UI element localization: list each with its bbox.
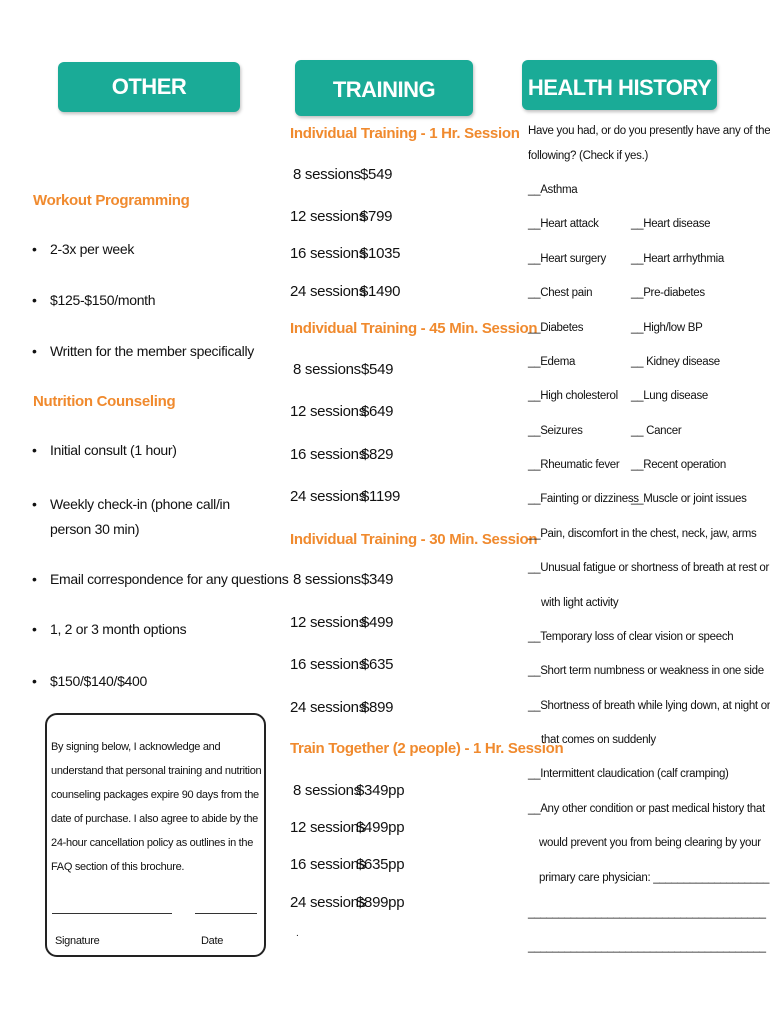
condition-checkbox[interactable]: __Heart attack [528,218,599,230]
blank-line-2[interactable]: _______________________________________ [528,941,766,953]
condition-checkbox[interactable]: __Diabetes [528,322,584,334]
condition-line: with light activity [541,597,619,609]
rate-section-title: Train Together (2 people) - 1 Hr. Session [290,740,564,757]
rate-section-title: Individual Training - 30 Min. Session [290,531,538,548]
list-item: • Initial consult (1 hour) [32,442,177,458]
session-price: $799 [360,208,393,225]
session-price: $1035 [360,245,401,262]
rate-section-title: Individual Training - 45 Min. Session [290,320,538,337]
condition-line[interactable]: __Temporary loss of clear vision or speech [528,631,734,643]
list-item: • $150/$140/$400 [32,673,148,689]
session-price: $549 [360,166,393,183]
condition-line[interactable]: __Pain, discomfort in the chest, neck, jaw, arms [528,528,757,540]
sessions-count: 24 sessions [290,894,366,911]
health-intro-2: following? (Check if yes.) [528,150,649,162]
signature-line[interactable] [52,913,172,914]
list-item: • Email correspondence for any questions [32,571,289,587]
sessions-count: 12 sessions [290,614,366,631]
condition-checkbox[interactable]: __Seizures [528,425,583,437]
list-item: • Written for the member specifically [32,343,254,359]
sessions-count: 16 sessions [290,446,366,463]
dot-mark: . [296,928,299,939]
condition-checkbox[interactable]: __Lung disease [631,390,709,402]
sessions-count: 16 sessions [290,856,366,873]
list-item: • 2-3x per week [32,241,135,257]
date-line[interactable] [195,913,257,914]
session-price: $1490 [360,283,401,300]
condition-line[interactable]: __Shortness of breath while lying down, at night or [528,700,770,712]
condition-checkbox[interactable]: __High/low BP [631,322,703,334]
condition-checkbox[interactable]: __Heart arrhythmia [631,253,725,265]
list-item: • 1, 2 or 3 month options [32,621,187,637]
condition-checkbox[interactable]: __High cholesterol [528,390,618,402]
sessions-count: 24 sessions [290,488,366,505]
session-price: $635pp [356,856,405,873]
session-price: $499pp [356,819,405,836]
blank-line-1[interactable]: _______________________________________ [528,907,766,919]
session-price: $499 [361,614,394,631]
nutrition-counseling-title: Nutrition Counseling [33,393,176,410]
condition-checkbox[interactable]: __Pre-diabetes [631,287,705,299]
condition-checkbox[interactable]: __Heart surgery [528,253,606,265]
sessions-count: 16 sessions [290,656,366,673]
condition-line: would prevent you from being clearing by your [539,837,761,849]
condition-checkbox[interactable]: __Recent operation [631,459,726,471]
condition-checkbox[interactable]: __Rheumatic fever [528,459,620,471]
condition-line[interactable]: __Any other condition or past medical history that [528,803,765,815]
training-rates-header: TRAINING RATES [295,60,473,116]
condition-line: primary care physician: ___________________ [539,872,770,884]
session-price: $349 [361,571,394,588]
condition-checkbox[interactable]: __ Cancer [631,425,682,437]
condition-checkbox[interactable]: __Muscle or joint issues [631,493,747,505]
health-history-header: HEALTH HISTORY [522,60,717,110]
condition-checkbox[interactable]: __Fainting or dizziness [528,493,639,505]
agreement-box [45,713,266,957]
sessions-count: 8 sessions [293,166,361,183]
workout-programming-title: Workout Programming [33,192,190,209]
sessions-count: 8 sessions [293,361,361,378]
condition-checkbox[interactable]: __Edema [528,356,576,368]
condition-line[interactable]: __Intermittent claudication (calf cramping) [528,768,729,780]
health-intro-1: Have you had, or do you presently have any of the [528,125,770,137]
sessions-count: 16 sessions [290,245,366,262]
sessions-count: 8 sessions [293,571,361,588]
session-price: $549 [361,361,394,378]
condition-checkbox[interactable]: __Chest pain [528,287,593,299]
sessions-count: 12 sessions [290,819,366,836]
sessions-count: 24 sessions [290,699,366,716]
rate-section-title: Individual Training - 1 Hr. Session [290,125,520,142]
sessions-count: 12 sessions [290,403,366,420]
session-price: $349pp [356,782,405,799]
condition-line: that comes on suddenly [541,734,656,746]
sessions-count: 24 sessions [290,283,366,300]
condition-checkbox[interactable]: __Asthma [528,184,578,196]
other-services-header: OTHER SERVICES [58,62,240,112]
sessions-count: 12 sessions [290,208,366,225]
session-price: $899pp [356,894,405,911]
condition-line[interactable]: __Unusual fatigue or shortness of breath at rest or [528,562,770,574]
list-item: • $125-$150/month [32,292,156,308]
condition-checkbox[interactable]: __Heart disease [631,218,711,230]
session-price: $829 [361,446,394,463]
sessions-count: 8 sessions [293,782,361,799]
condition-line[interactable]: __Short term numbness or weakness in one side [528,665,764,677]
condition-checkbox[interactable]: __ Kidney disease [631,356,720,368]
agreement-text: By signing below, I acknowledge and understand that personal training and nutrition counseling packages expire 90 days from the date of purchase. I also agree to abide by the 24-hour cancellation policy as outlines in the FAQ section of this brochure. [51,741,262,873]
session-price: $899 [361,699,394,716]
list-item: • Weekly check-in (phone call/in person 30 min) [32,496,230,537]
session-price: $649 [361,403,394,420]
session-price: $635 [361,656,394,673]
signature-label: Signature [55,935,100,947]
date-label: Date [201,935,224,947]
session-price: $1199 [361,488,401,505]
